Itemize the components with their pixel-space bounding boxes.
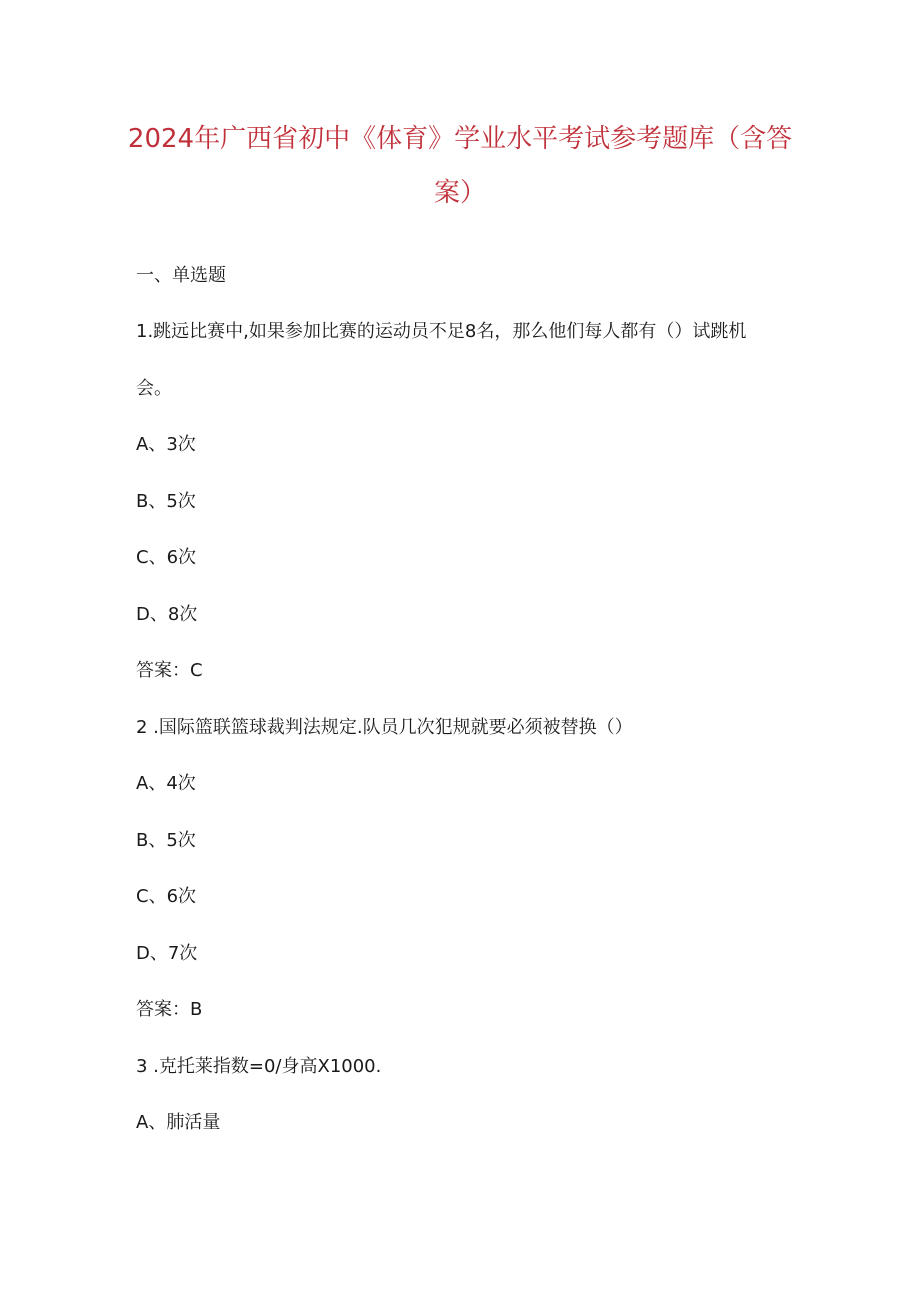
question-2-option-b: B、5次 [136, 830, 196, 851]
question-1-option-b: B、5次 [136, 491, 196, 512]
question-3-option-a: A、肺活量 [136, 1112, 221, 1133]
question-1-stem-line-1: 1.跳远比赛中,如果参加比赛的运动员不足8名，那么他们每人都有（）试跳机 [136, 321, 747, 342]
question-1-stem-line-2: 会。 [136, 378, 172, 399]
question-2-option-d: D、7次 [136, 943, 198, 964]
question-2-stem: 2 .国际篮联篮球裁判法规定.队员几次犯规就要必须被替换（） [136, 717, 633, 738]
question-2-option-c: C、6次 [136, 886, 197, 907]
question-1-option-c: C、6次 [136, 547, 197, 568]
section-heading: 一、单选题 [136, 265, 226, 286]
question-2-option-a: A、4次 [136, 773, 196, 794]
page-title: 2024年广西省初中《体育》学业水平考试参考题库（含答案） [127, 124, 793, 208]
question-2-answer: 答案：B [136, 999, 203, 1020]
question-1-option-d: D、8次 [136, 604, 198, 625]
question-1-answer: 答案：C [136, 660, 203, 681]
question-3-stem: 3 .克托莱指数=0/身高X1000. [136, 1056, 382, 1077]
question-1-option-a: A、3次 [136, 434, 196, 455]
